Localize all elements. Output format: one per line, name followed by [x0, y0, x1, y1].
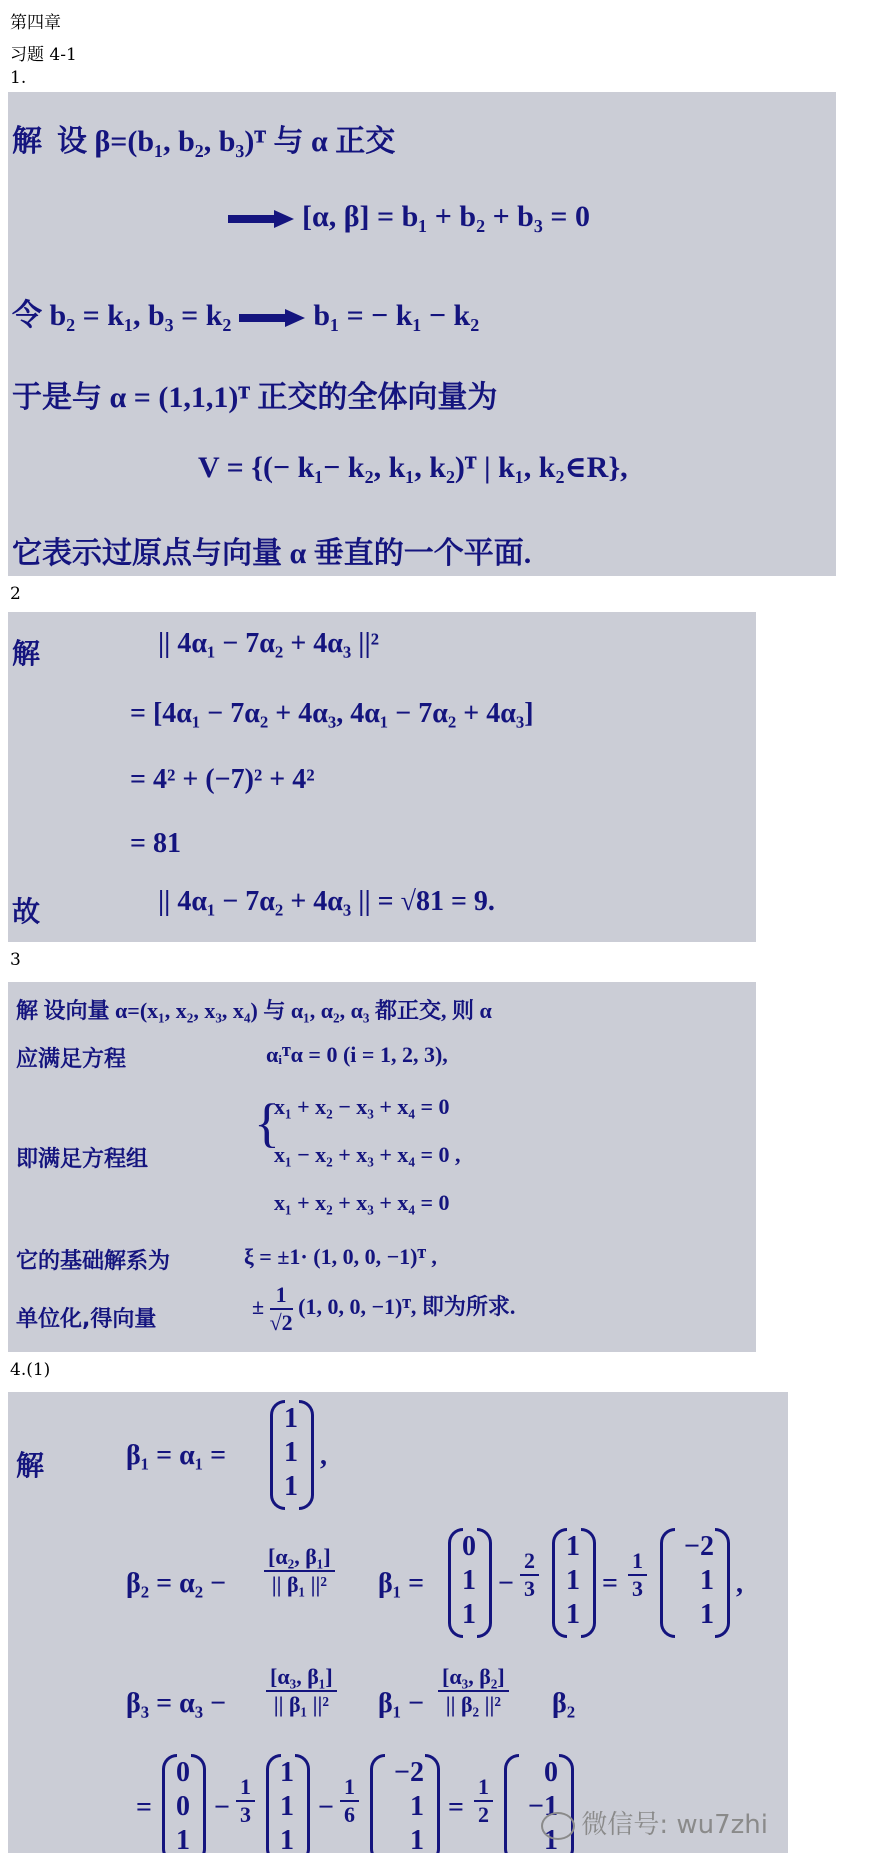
p2-line-2: = [4α₁ − 7α₂ + 4α₃, 4α₁ − 7α₂ + 4α₃] — [130, 698, 534, 729]
p1-line-4: 于是与 α = (1,1,1)ᵀ 正交的全体向量为 — [12, 381, 498, 414]
p3-eq-1: x₁ + x₂ − x₃ + x₄ = 0 — [274, 1094, 450, 1119]
p4-b3: β₃ = α₃ − — [126, 1688, 227, 1719]
p3-eq-3: x₁ + x₂ + x₃ + x₄ = 0 — [274, 1190, 450, 1215]
p4-b2-frac: $\frac{\text{[α₂, β₁]}}{\text{|| β₁ ||²}}$ — [264, 1544, 335, 1598]
p4-b3-end: β₂ — [552, 1688, 576, 1719]
p3-line-4-label: 它的基础解系为 — [16, 1249, 171, 1274]
p4-r-vector-1: 0 0 1 — [162, 1754, 206, 1853]
p4-r-coef-2: $\frac{1}{6}$ — [340, 1774, 359, 1828]
p4-b3-frac-1: $\frac{\text{[α₃, β₁]}}{\text{|| β₁ ||²}}$ — [266, 1664, 337, 1718]
exercise-title: 习题 4-1 — [10, 45, 77, 65]
p1-line-1: 解 设 β=(b₁, b₂, b₃)ᵀ 与 α 正交 — [12, 124, 396, 159]
p3-line-3-label: 即满足方程组 — [16, 1147, 149, 1172]
p4-b2-minus: − — [498, 1568, 514, 1599]
p4-b2: β₂ = α₂ − — [126, 1568, 227, 1599]
question-4-label: 4.(1) — [10, 1360, 51, 1380]
p3-line-5-eq: ± $\frac{1}{√2}$ (1, 0, 0, −1)ᵀ, 即为所求. — [252, 1282, 516, 1335]
p4-b2-after: β₁ = — [378, 1568, 425, 1599]
p4-r-coef-3: $\frac{1}{2}$ — [474, 1774, 493, 1828]
p4-b3-frac-2: $\frac{\text{[α₃, β₂]}}{\text{|| β₂ ||²}}$ — [438, 1664, 509, 1718]
p3-line-4-eq: ξ = ±1· (1, 0, 0, −1)ᵀ , — [244, 1244, 437, 1269]
solution-panel-4 — [8, 1392, 788, 1853]
p4-b2-vector-3: −2 1 1 — [660, 1528, 730, 1638]
p4-r-eq-2: = — [448, 1792, 464, 1823]
p4-r-coef-1: $\frac{1}{3}$ — [236, 1774, 255, 1828]
wechat-watermark: 微信号: wu7zhi — [541, 1804, 768, 1841]
p2-line-1: || 4α₁ − 7α₂ + 4α₃ ||² — [158, 628, 380, 659]
wechat-icon — [541, 1812, 575, 1840]
p4-b1-comma: , — [320, 1440, 327, 1471]
p3-line-1: 解 设向量 α=(x₁, x₂, x₃, x₄) 与 α₁, α₂, α₃ 都正交, 则 α — [16, 998, 492, 1023]
p4-r-minus-1: − — [214, 1792, 230, 1823]
p4-r-vector-4: 0 −1 1 — [504, 1754, 574, 1853]
p2-label-jie: 解 — [12, 637, 41, 670]
p4-b3-mid: β₁ − — [378, 1688, 425, 1719]
p4-r-minus-2: − — [318, 1792, 334, 1823]
p4-b1-vector: 1 1 1 — [270, 1400, 314, 1510]
p1-line-2: [α, β] = b₁ + b₂ + b₃ = 0 — [220, 200, 590, 234]
p4-b2-vector-1: 0 1 1 — [448, 1528, 492, 1638]
p3-brace: { — [254, 1093, 280, 1153]
question-3-label: 3 — [10, 950, 21, 970]
p3-eq-2: x₁ − x₂ + x₃ + x₄ = 0 , — [274, 1142, 461, 1167]
question-1-label: 1. — [10, 68, 27, 88]
p1-line-5: V = {(− k₁− k₂, k₁, k₂)ᵀ | k₁, k₂∈R}, — [198, 451, 628, 484]
arrow-right-icon — [239, 309, 305, 327]
p1-line-6: 它表示过原点与向量 α 垂直的一个平面. — [12, 537, 532, 570]
p4-b2-coef-2: $\frac{1}{3}$ — [628, 1548, 647, 1602]
p4-label-jie: 解 — [16, 1449, 45, 1482]
p2-line-3: = 4² + (−7)² + 4² — [130, 764, 315, 795]
solution-panel-2 — [8, 612, 756, 942]
chapter-title: 第四章 — [10, 13, 61, 33]
p4-b2-eq: = — [602, 1568, 618, 1599]
p4-b2-vector-2: 1 1 1 — [552, 1528, 596, 1638]
p4-r-vector-3: −2 1 1 — [370, 1754, 440, 1853]
p4-b2-coef: $\frac{2}{3}$ — [520, 1548, 539, 1602]
p3-line-2-label: 应满足方程 — [16, 1047, 127, 1072]
p4-b1: β₁ = α₁ = — [126, 1440, 227, 1471]
solution-panel-1 — [8, 92, 836, 576]
solution-panel-3 — [8, 982, 756, 1352]
question-2-label: 2 — [10, 584, 21, 604]
p3-line-2-eq: αᵢᵀα = 0 (i = 1, 2, 3), — [266, 1042, 448, 1067]
p4-b2-end: , — [736, 1568, 743, 1599]
p2-line-4: = 81 — [130, 828, 181, 859]
p1-line-3: 令 b₂ = k₁, b₃ = k₂ b₁ = − k₁ − k₂ — [12, 299, 480, 332]
p2-label-gu: 故 — [12, 895, 41, 928]
arrow-right-icon — [228, 210, 294, 228]
p4-r-eq: = — [136, 1792, 152, 1823]
p2-line-5: || 4α₁ − 7α₂ + 4α₃ || = √81 = 9. — [158, 886, 495, 917]
p4-r-vector-2: 1 1 1 — [266, 1754, 310, 1853]
p3-line-5-label: 单位化,得向量 — [16, 1307, 157, 1332]
